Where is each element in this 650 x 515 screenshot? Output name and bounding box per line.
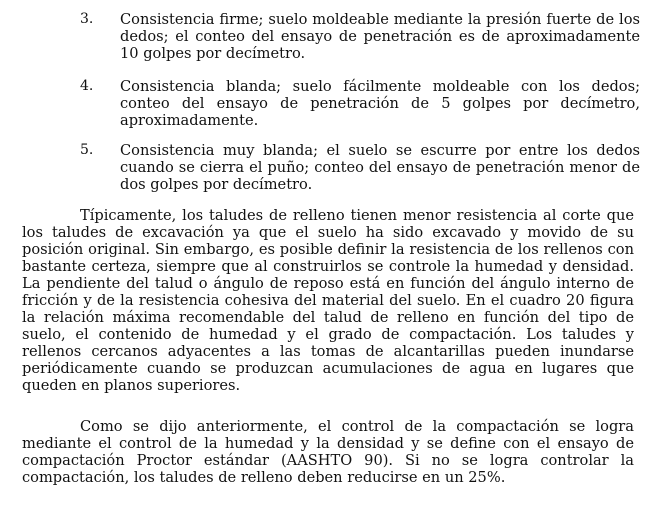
body-paragraph: Como se dijo anteriormente, el control de la compactación se logra mediante el control de la humedad y la densidad y se define con el ensayo de compactación Proctor estándar (AASHTO 90). Si no se logra controlar la compactación, los taludes de relleno deben reducirse en un 25%. xyxy=(22,418,634,486)
list-item-text: Consistencia muy blanda; el suelo se escurre por entre los dedos cuando se cierra el puño; conteo del ensayo de penetración menor de dos golpes por decímetro. xyxy=(120,142,640,193)
list-item-number: 4. xyxy=(80,78,94,94)
body-paragraph: Típicamente, los taludes de relleno tienen menor resistencia al corte que los taludes de excavación ya que el suelo ha sido excavado y movido de su posición original. Sin embargo, es posible definir la resistencia de los rellenos con bastante certeza, siempre que al construirlos se controle la humedad y densidad. La pendiente del talud o ángulo de reposo está en función del ángulo interno de fricción y de la resistencia cohesiva del material del suelo. En el cuadro 20 figura la relación máxima recomendable del talud de relleno en función del tipo de suelo, el contenido de humedad y el grado de compactación. Los taludes y rellenos cercanos adyacentes a las tomas de alcantarillas pueden inundarse periódicamente cuando se produzcan acumulaciones de agua en lugares que queden en planos superiores. xyxy=(22,207,634,394)
list-item-text: Consistencia blanda; suelo fácilmente moldeable con los dedos; conteo del ensayo de penetración de 5 golpes por decímetro, aproximadamente. xyxy=(120,78,640,129)
list-item-text: Consistencia firme; suelo moldeable mediante la presión fuerte de los dedos; el conteo del ensayo de penetración es de aproximadamente 10 golpes por decímetro. xyxy=(120,11,640,62)
list-item-number: 5. xyxy=(80,142,94,158)
list-item-number: 3. xyxy=(80,11,94,27)
